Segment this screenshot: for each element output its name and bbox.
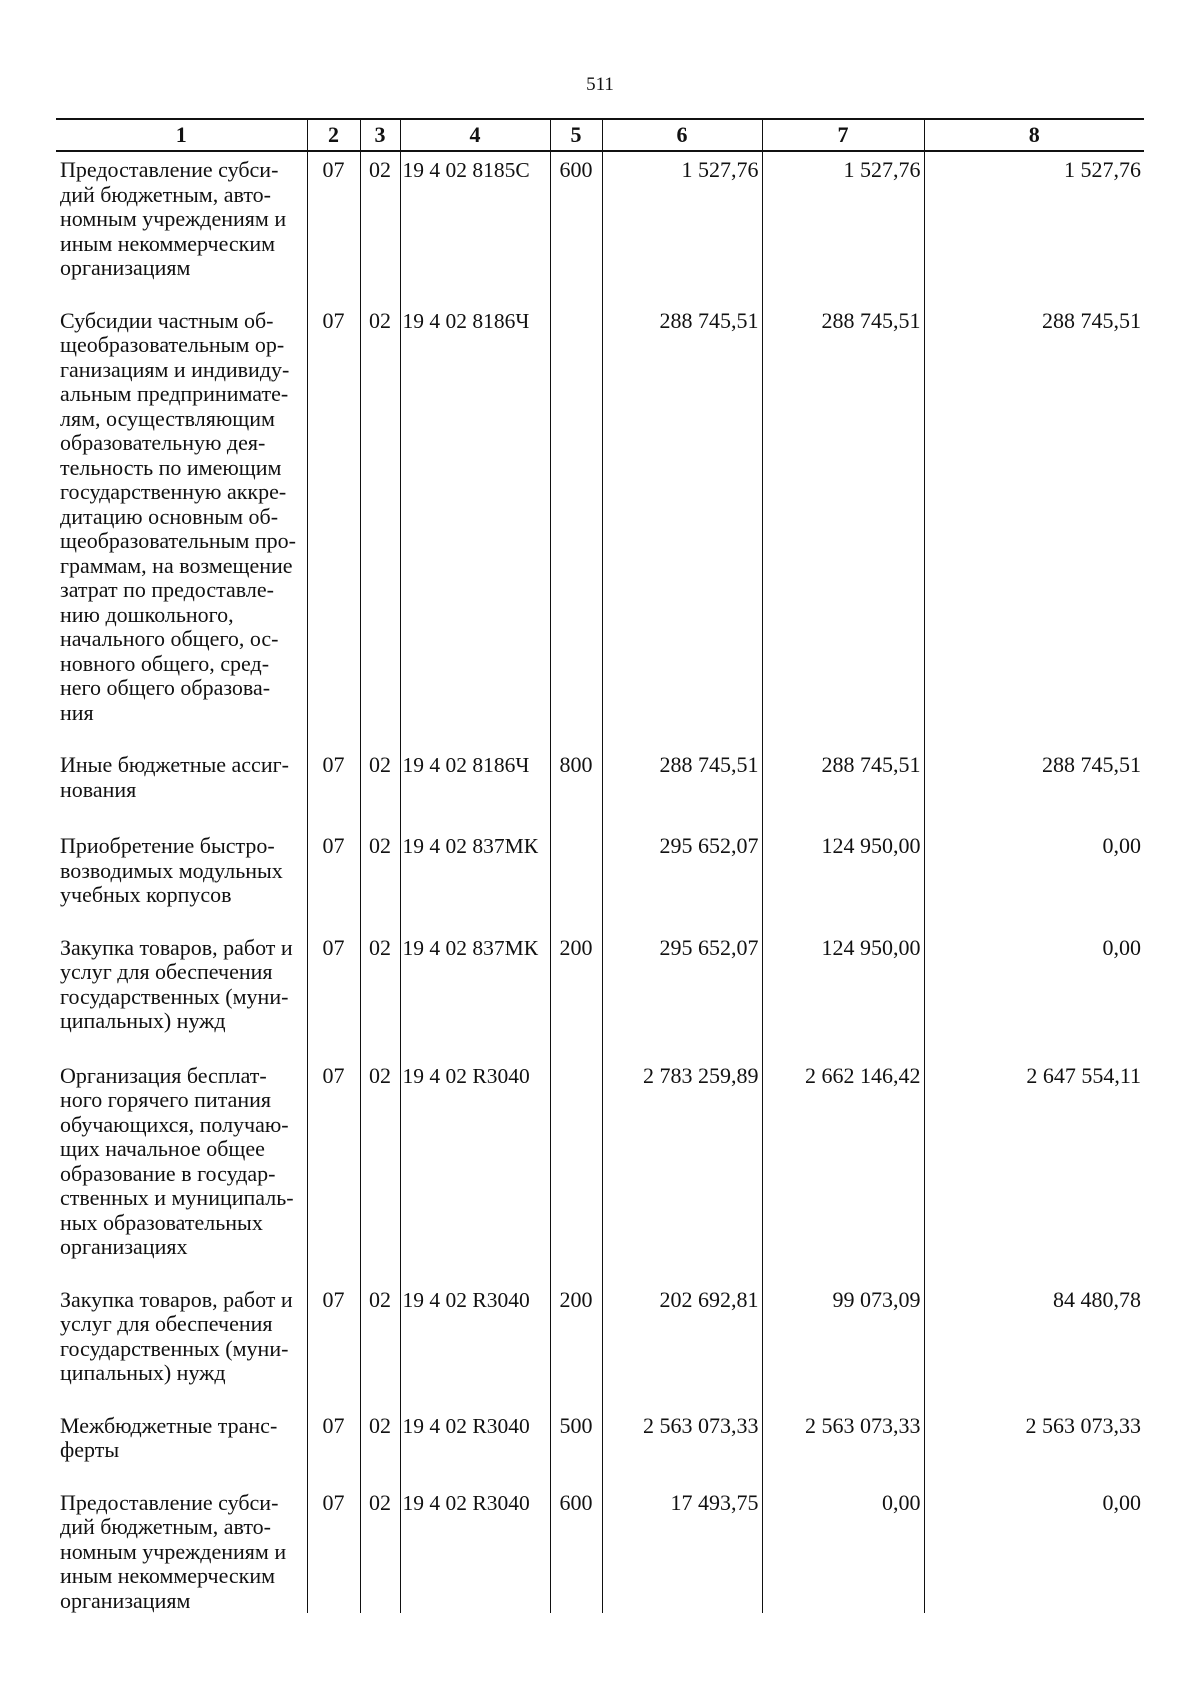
spacer-cell (762, 1260, 924, 1282)
spacer-cell (762, 725, 924, 747)
spacer-cell (602, 1463, 762, 1485)
row-value-cell: 288 745,51 (602, 303, 762, 726)
row-value-cell: 600 (550, 1485, 602, 1614)
row-value-cell: 19 4 02 R3040 (400, 1058, 550, 1260)
spacer-cell (602, 281, 762, 303)
spacer-cell (307, 1034, 360, 1058)
spacer-cell (924, 1463, 1144, 1485)
table-row (56, 747, 1144, 802)
table-row (56, 1058, 1144, 1260)
spacer-cell (307, 802, 360, 828)
spacer-cell (56, 1386, 307, 1408)
row-value-cell: 02 (360, 747, 400, 802)
spacer-cell (400, 802, 550, 828)
spacer-cell (307, 725, 360, 747)
row-value-cell: 500 (550, 1408, 602, 1463)
row-spacer (56, 725, 1144, 747)
spacer-cell (924, 1386, 1144, 1408)
spacer-cell (56, 725, 307, 747)
row-value-cell: 295 652,07 (602, 930, 762, 1034)
table-row (56, 930, 1144, 1034)
row-value-cell: 07 (307, 828, 360, 908)
spacer-cell (762, 1034, 924, 1058)
row-value-cell: 1 527,76 (762, 151, 924, 281)
spacer-cell (762, 908, 924, 930)
row-value-cell: 1 527,76 (602, 151, 762, 281)
spacer-cell (400, 281, 550, 303)
spacer-cell (56, 281, 307, 303)
row-value-cell: 0,00 (924, 828, 1144, 908)
row-value-cell: 07 (307, 151, 360, 281)
row-value-cell: 19 4 02 R3040 (400, 1408, 550, 1463)
column-header: 8 (924, 119, 1144, 151)
spacer-cell (400, 1463, 550, 1485)
spacer-cell (400, 725, 550, 747)
row-spacer (56, 908, 1144, 930)
row-value-cell: 0,00 (924, 1485, 1144, 1614)
row-value-cell: 19 4 02 837МК (400, 828, 550, 908)
row-value-cell: 200 (550, 930, 602, 1034)
row-spacer (56, 802, 1144, 828)
row-value-cell: 17 493,75 (602, 1485, 762, 1614)
row-value-cell: 19 4 02 8185С (400, 151, 550, 281)
row-value-cell: 07 (307, 1485, 360, 1614)
spacer-cell (360, 1463, 400, 1485)
spacer-cell (400, 1386, 550, 1408)
row-value-cell: 124 950,00 (762, 828, 924, 908)
row-value-cell: 2 662 146,42 (762, 1058, 924, 1260)
row-value-cell: 200 (550, 1282, 602, 1386)
column-header: 5 (550, 119, 602, 151)
row-value-cell: 19 4 02 837МК (400, 930, 550, 1034)
row-value-cell: 02 (360, 1408, 400, 1463)
row-name-cell: Предоставление субси- дий бюджетным, авто- номным учреждениям и иным некоммерческим организациям (60, 1489, 287, 1613)
table-row (56, 151, 1144, 281)
spacer-cell (924, 1034, 1144, 1058)
spacer-cell (56, 802, 307, 828)
row-spacer (56, 1034, 1144, 1058)
row-value-cell: 02 (360, 303, 400, 726)
row-value-cell: 295 652,07 (602, 828, 762, 908)
spacer-cell (924, 802, 1144, 828)
row-name-cell: Межбюджетные транс- ферты (60, 1412, 278, 1462)
spacer-cell (56, 908, 307, 930)
spacer-cell (400, 1034, 550, 1058)
budget-table (56, 118, 1144, 1613)
row-value-cell: 124 950,00 (762, 930, 924, 1034)
spacer-cell (550, 1034, 602, 1058)
row-value-cell: 07 (307, 747, 360, 802)
row-spacer (56, 1463, 1144, 1485)
spacer-cell (550, 725, 602, 747)
row-value-cell: 2 563 073,33 (602, 1408, 762, 1463)
column-header: 3 (360, 119, 400, 151)
spacer-cell (400, 1260, 550, 1282)
row-name-cell: Закупка товаров, работ и услуг для обеспечения государственных (муни- ципальных) нужд (60, 934, 293, 1033)
row-name-cell: Закупка товаров, работ и услуг для обеспечения государственных (муни- ципальных) нужд (60, 1286, 293, 1385)
row-value-cell: 288 745,51 (762, 303, 924, 726)
spacer-cell (762, 802, 924, 828)
spacer-cell (924, 725, 1144, 747)
spacer-cell (307, 908, 360, 930)
row-value-cell: 07 (307, 1282, 360, 1386)
header-row (56, 119, 1144, 151)
spacer-cell (762, 281, 924, 303)
row-name-cell: Приобретение быстро- возводимых модульных учебных корпусов (60, 833, 283, 907)
spacer-cell (307, 281, 360, 303)
table-row (56, 1485, 1144, 1614)
row-value-cell (550, 1058, 602, 1260)
spacer-cell (360, 281, 400, 303)
spacer-cell (602, 1386, 762, 1408)
spacer-cell (307, 1260, 360, 1282)
spacer-cell (762, 1463, 924, 1485)
spacer-cell (360, 802, 400, 828)
column-header: 4 (400, 119, 550, 151)
row-value-cell: 19 4 02 8186Ч (400, 747, 550, 802)
row-value-cell: 2 783 259,89 (602, 1058, 762, 1260)
row-spacer (56, 1386, 1144, 1408)
spacer-cell (360, 1034, 400, 1058)
row-value-cell: 288 745,51 (762, 747, 924, 802)
column-header: 1 (56, 119, 307, 151)
spacer-cell (550, 1463, 602, 1485)
row-value-cell: 600 (550, 151, 602, 281)
spacer-cell (924, 281, 1144, 303)
spacer-cell (56, 1260, 307, 1282)
row-value-cell: 02 (360, 1282, 400, 1386)
spacer-cell (602, 725, 762, 747)
table-row (56, 1282, 1144, 1386)
row-spacer (56, 1260, 1144, 1282)
row-name-cell: Субсидии частным об- щеобразовательным ор- ганизациям и индивиду- альным предпринимате- лям, осуществляющим образовательную дея- тельность по имеющим государственную аккре- дитацию основным об- щеобразовательным про- граммам, на возмещение затрат по предоставле- нию дошкольного, начального общего, ос- новного общего, сред- него общего образова- ния (60, 307, 296, 725)
spacer-cell (307, 1386, 360, 1408)
row-name-cell: Иные бюджетные ассиг- нования (60, 752, 289, 802)
row-name-cell: Организация бесплат- ного горячего питания обучающихся, получаю- щих начальное общее образование в государ- ственных и муниципаль- ных образовательных организациях (60, 1062, 294, 1259)
row-value-cell: 2 647 554,11 (924, 1058, 1144, 1260)
row-name-cell: Предоставление субси- дий бюджетным, авто- номным учреждениям и иным некоммерческим организациям (60, 157, 287, 280)
row-value-cell: 19 4 02 8186Ч (400, 303, 550, 726)
row-value-cell: 2 563 073,33 (762, 1408, 924, 1463)
row-value-cell: 02 (360, 1485, 400, 1614)
row-value-cell: 02 (360, 930, 400, 1034)
row-value-cell: 19 4 02 R3040 (400, 1282, 550, 1386)
row-value-cell: 07 (307, 1408, 360, 1463)
row-value-cell: 02 (360, 1058, 400, 1260)
spacer-cell (550, 281, 602, 303)
row-value-cell (550, 303, 602, 726)
row-value-cell: 288 745,51 (602, 747, 762, 802)
spacer-cell (307, 1463, 360, 1485)
spacer-cell (550, 1260, 602, 1282)
page-number: 511 (586, 74, 614, 95)
spacer-cell (602, 802, 762, 828)
spacer-cell (602, 1034, 762, 1058)
spacer-cell (550, 802, 602, 828)
row-value-cell: 07 (307, 1058, 360, 1260)
spacer-cell (924, 908, 1144, 930)
spacer-cell (56, 1034, 307, 1058)
spacer-cell (360, 908, 400, 930)
spacer-cell (400, 908, 550, 930)
table-row (56, 828, 1144, 908)
column-header: 6 (602, 119, 762, 151)
spacer-cell (360, 725, 400, 747)
spacer-cell (602, 1260, 762, 1282)
row-value-cell: 288 745,51 (924, 303, 1144, 726)
row-value-cell: 02 (360, 828, 400, 908)
row-value-cell: 19 4 02 R3040 (400, 1485, 550, 1614)
row-value-cell: 2 563 073,33 (924, 1408, 1144, 1463)
row-value-cell: 84 480,78 (924, 1282, 1144, 1386)
spacer-cell (924, 1260, 1144, 1282)
spacer-cell (602, 908, 762, 930)
column-header: 7 (762, 119, 924, 151)
column-header: 2 (307, 119, 360, 151)
spacer-cell (550, 908, 602, 930)
row-value-cell: 288 745,51 (924, 747, 1144, 802)
row-value-cell (550, 828, 602, 908)
spacer-cell (762, 1386, 924, 1408)
spacer-cell (360, 1260, 400, 1282)
spacer-cell (550, 1386, 602, 1408)
row-value-cell: 202 692,81 (602, 1282, 762, 1386)
row-value-cell: 02 (360, 151, 400, 281)
table-row (56, 1408, 1144, 1463)
spacer-cell (56, 1463, 307, 1485)
row-value-cell: 0,00 (762, 1485, 924, 1614)
row-value-cell: 07 (307, 303, 360, 726)
row-value-cell: 99 073,09 (762, 1282, 924, 1386)
row-spacer (56, 281, 1144, 303)
row-value-cell: 0,00 (924, 930, 1144, 1034)
spacer-cell (360, 1386, 400, 1408)
row-value-cell: 07 (307, 930, 360, 1034)
table-row (56, 303, 1144, 726)
row-value-cell: 1 527,76 (924, 151, 1144, 281)
row-value-cell: 800 (550, 747, 602, 802)
